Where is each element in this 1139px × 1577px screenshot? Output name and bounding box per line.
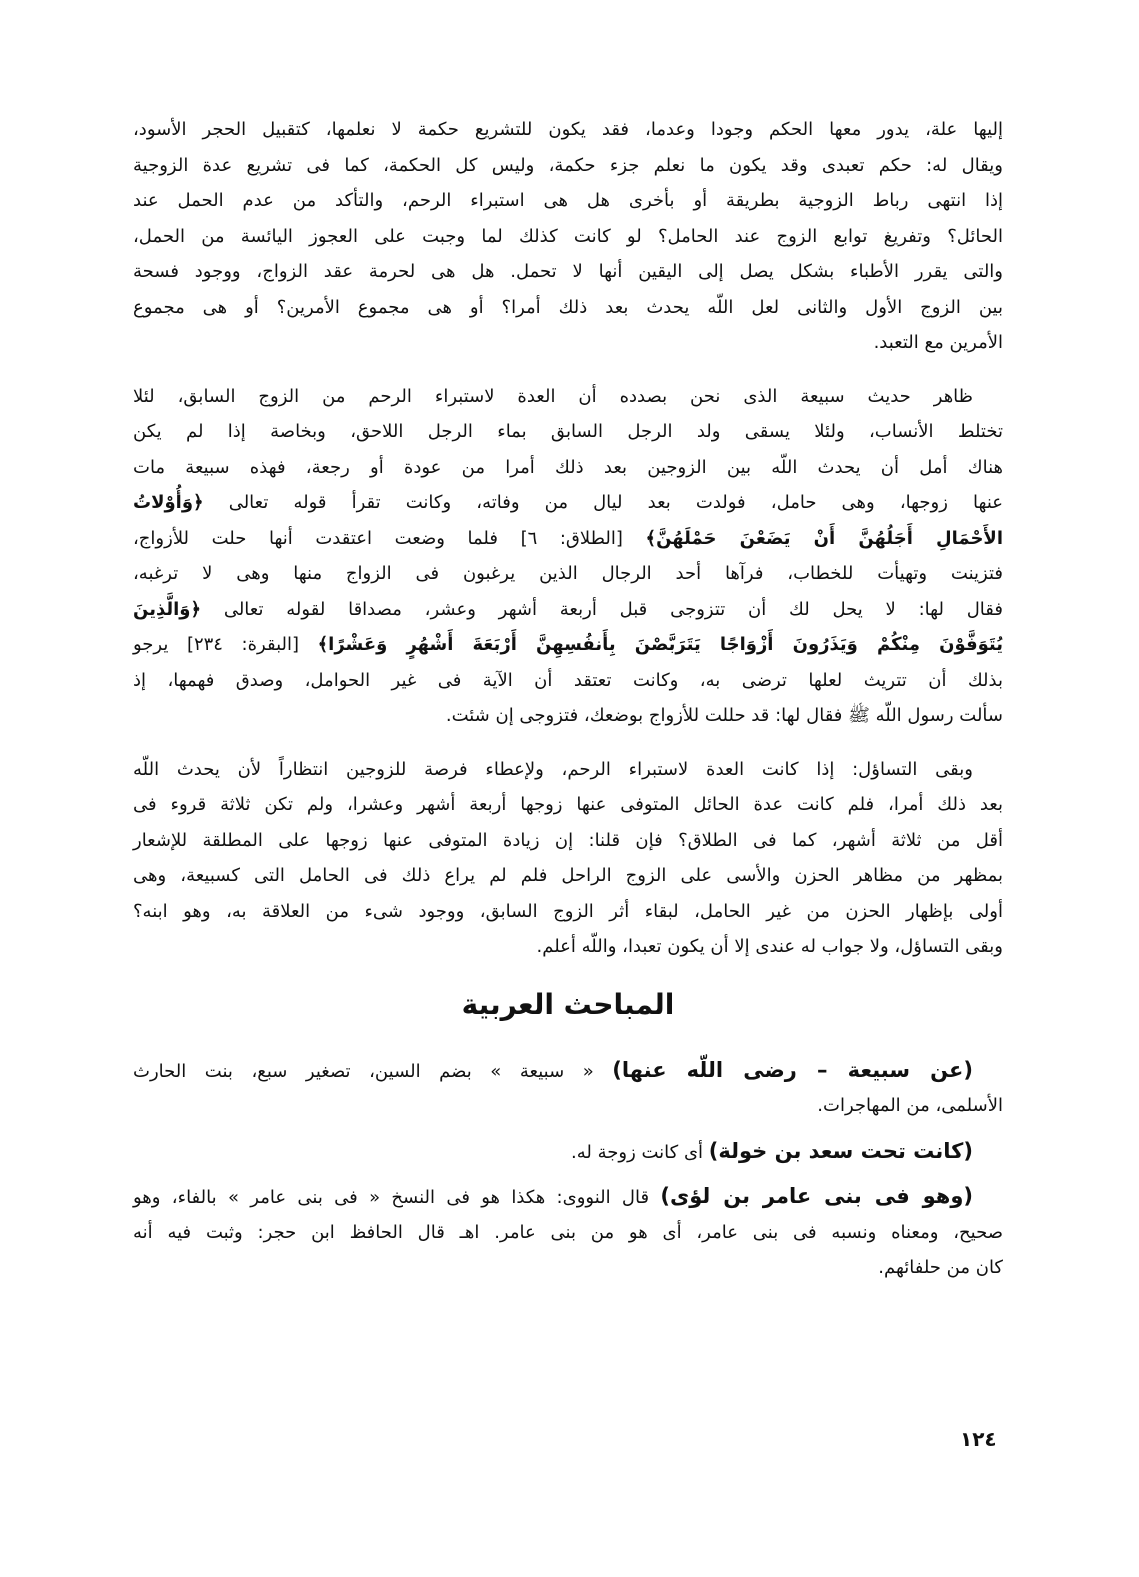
text-line <box>133 592 1003 628</box>
text-line <box>133 219 1003 255</box>
text-segment: [الطلاق: ٦] فلما وضعت اعتقدت أنها حلت للأزواج، <box>133 527 646 549</box>
text-line <box>133 325 1003 361</box>
text-line <box>133 1215 1003 1251</box>
text-segment: أقل من ثلاثة أشهر، كما فى الطلاق؟ فإن قلنا: إن زيادة المتوفى عنها زوجها على المطلقة للإشعار <box>133 829 1003 851</box>
text-line <box>133 112 1003 148</box>
text-segment: بعد ذلك أمرا، فلم كانت عدة الحائل المتوفى عنها زوجها أربعة أشهر وعشرا، ولم تكن ثلاثة قروء فى <box>133 794 1003 815</box>
bold-phrase: ﴿وَالَّذِينَ <box>133 598 202 620</box>
text-line <box>133 627 1003 663</box>
text-line <box>133 858 1003 894</box>
paragraph <box>133 752 1003 965</box>
book-page <box>133 112 1003 1296</box>
bold-phrase: يُتَوَفَّوْنَ مِنْكُمْ وَيَذَرُونَ أَزْوَاجًا يَتَرَبَّصْنَ بِأَنفُسِهِنَّ أَرْبَعَةَ أَشْهُرٍ وَعَشْرًا﴾ <box>317 634 1003 655</box>
text-line <box>133 663 1003 699</box>
text-segment: بذلك أن تتريث لعلها ترضى به، وكانت تعتقد أن الآية فى غير الحوامل، وصدق فهمها، إذ <box>133 669 1003 691</box>
text-segment: إذا انتهى رباط الزوجية بطريقة أو بأخرى هل هى استبراء الرحم، والتأكد من عدم الحمل عند <box>133 190 1003 211</box>
text-segment: بين الزوج الأول والثانى لعل اللّه يحدث بعد ذلك أمرا؟ أو هى مجموع الأمرين؟ أو هى مجموع <box>133 296 1003 318</box>
text-line <box>133 787 1003 823</box>
text-segment: إليها علة، يدور معها الحكم وجودا وعدما، فقد يكون للتشريع حكمة لا نعلمها، كتقبيل الحجر الأسود، <box>133 119 1003 140</box>
text-segment: « سبيعة » بضم السين، تصغير سبع، بنت الحارث <box>133 1060 613 1082</box>
text-segment: الأسلمى، من المهاجرات. <box>817 1095 1003 1116</box>
body-text <box>133 112 1003 965</box>
section-heading: المباحث العربية <box>461 987 675 1021</box>
text-segment: تختلط الأنساب، ولئلا يسقى ولد الرجل السابق بماء الرجل اللاحق، وبخاصة إذا لم يكن <box>133 421 1003 442</box>
text-segment: أى كانت زوجة له. <box>571 1141 709 1163</box>
text-line <box>133 556 1003 592</box>
text-segment: فقال لها: لا يحل لك أن تتزوجى قبل أربعة أشهر وعشر، مصداقا لقوله تعالى <box>201 598 1003 620</box>
bold-phrase: (كانت تحت سعد بن خولة) <box>708 1138 973 1163</box>
bold-phrase: (عن سبيعة – رضى اللّه عنها) <box>612 1057 973 1082</box>
text-line <box>133 752 1003 788</box>
text-line <box>133 1179 1003 1215</box>
text-line <box>133 450 1003 486</box>
text-segment: الحائل؟ وتفريغ توابع الزوج عند الحامل؟ لو كانت كذلك لما وجبت على العجوز اليائسة من الحمل، <box>133 225 1003 247</box>
text-line <box>133 379 1003 415</box>
text-segment: وبقى التساؤل، ولا جواب له عندى إلا أن يكون تعبدا، واللّه أعلم. <box>536 936 1003 957</box>
text-line <box>133 1250 1003 1286</box>
paragraph <box>133 112 1003 361</box>
text-segment: قال النووى: هكذا هو فى النسخ « فى بنى عامر » بالفاء، وهو <box>133 1187 661 1208</box>
text-line <box>133 1053 1003 1089</box>
paragraph <box>133 379 1003 734</box>
text-segment: ويقال له: حكم تعبدى وقد يكون ما نعلم جزء حكمة، وليس كل الحكمة، كما فى تشريع عدة الزوجية <box>133 154 1003 176</box>
text-segment: كان من حلفائهم. <box>878 1257 1003 1278</box>
text-line <box>133 485 1003 521</box>
text-segment: [البقرة: ٢٣٤] يرجو <box>133 634 318 655</box>
bold-phrase: (وهو فى بنى عامر بن لؤى) <box>660 1184 974 1208</box>
text-line <box>133 290 1003 326</box>
text-segment: والتى يقرر الأطباء بشكل يصل إلى اليقين أنها لا تحمل. هل هى لحرمة عقد الزواج، ووجود فسحة <box>133 261 1003 282</box>
text-segment: سألت رسول اللّه ﷺ فقال لها: قد حللت للأزواج بوضعك، فتزوجى إن شئت. <box>445 705 1003 726</box>
text-line <box>133 148 1003 184</box>
text-line <box>133 414 1003 450</box>
text-segment: أولى بإظهار الحزن من غير الحامل، لبقاء أثر الزوج السابق، ووجود شىء من العلاقة به، وهو ابنه؟ <box>133 900 1003 922</box>
text-segment: ظاهر حديث سبيعة الذى نحن بصدده أن العدة لاستبراء الرحم من الزوج السابق، لئلا <box>133 385 973 407</box>
page-number: ١٢٤ <box>960 1427 997 1451</box>
glossary-entry <box>133 1179 1003 1286</box>
text-line <box>133 183 1003 219</box>
text-segment: عنها زوجها، وهى حامل، فولدت بعد ليال من وفاته، وكانت تقرأ قوله تعالى <box>203 492 1003 513</box>
text-line <box>133 929 1003 965</box>
glossary-entry <box>133 1134 1003 1170</box>
bold-phrase: ﴿وَأُوْلاتُ <box>133 492 204 513</box>
glossary-entries <box>133 1053 1003 1286</box>
text-segment: الأمرين مع التعبد. <box>873 332 1003 353</box>
glossary-entry <box>133 1053 1003 1124</box>
text-segment: بمظهر من مظاهر الحزن والأسى على الزوج الراحل فلم لم يراع ذلك فى الحامل التى كسبيعة، وهى <box>133 865 1003 886</box>
text-line <box>133 823 1003 859</box>
text-line <box>133 254 1003 290</box>
bold-phrase: الأَحْمَالِ أَجَلُهُنَّ أَنْ يَضَعْنَ حَمْلَهُنَّ﴾ <box>645 527 1004 549</box>
text-line <box>133 1088 1003 1124</box>
text-line <box>133 698 1003 734</box>
text-segment: هناك أمل أن يحدث اللّه بين الزوجين بعد ذلك أمرا من عودة أو رجعة، فهذه سبيعة مات <box>133 456 1003 478</box>
text-line <box>133 521 1003 557</box>
text-line <box>133 894 1003 930</box>
text-segment: فتزينت وتهيأت للخطاب، فرآها أحد الرجال الذين يرغبون فى الزواج منها وهى لا ترغبه، <box>133 563 1003 584</box>
text-segment: صحيح، ومعناه ونسبه فى بنى عامر، أى هو من بنى عامر. اهـ قال الحافظ ابن حجر: وثبت فيه أنه <box>133 1221 1003 1243</box>
text-segment: وبقى التساؤل: إذا كانت العدة لاستبراء الرحم، ولإعطاء فرصة للزوجين انتظاراً لأن يحدث اللّه <box>133 758 973 780</box>
text-line <box>133 1134 1003 1170</box>
